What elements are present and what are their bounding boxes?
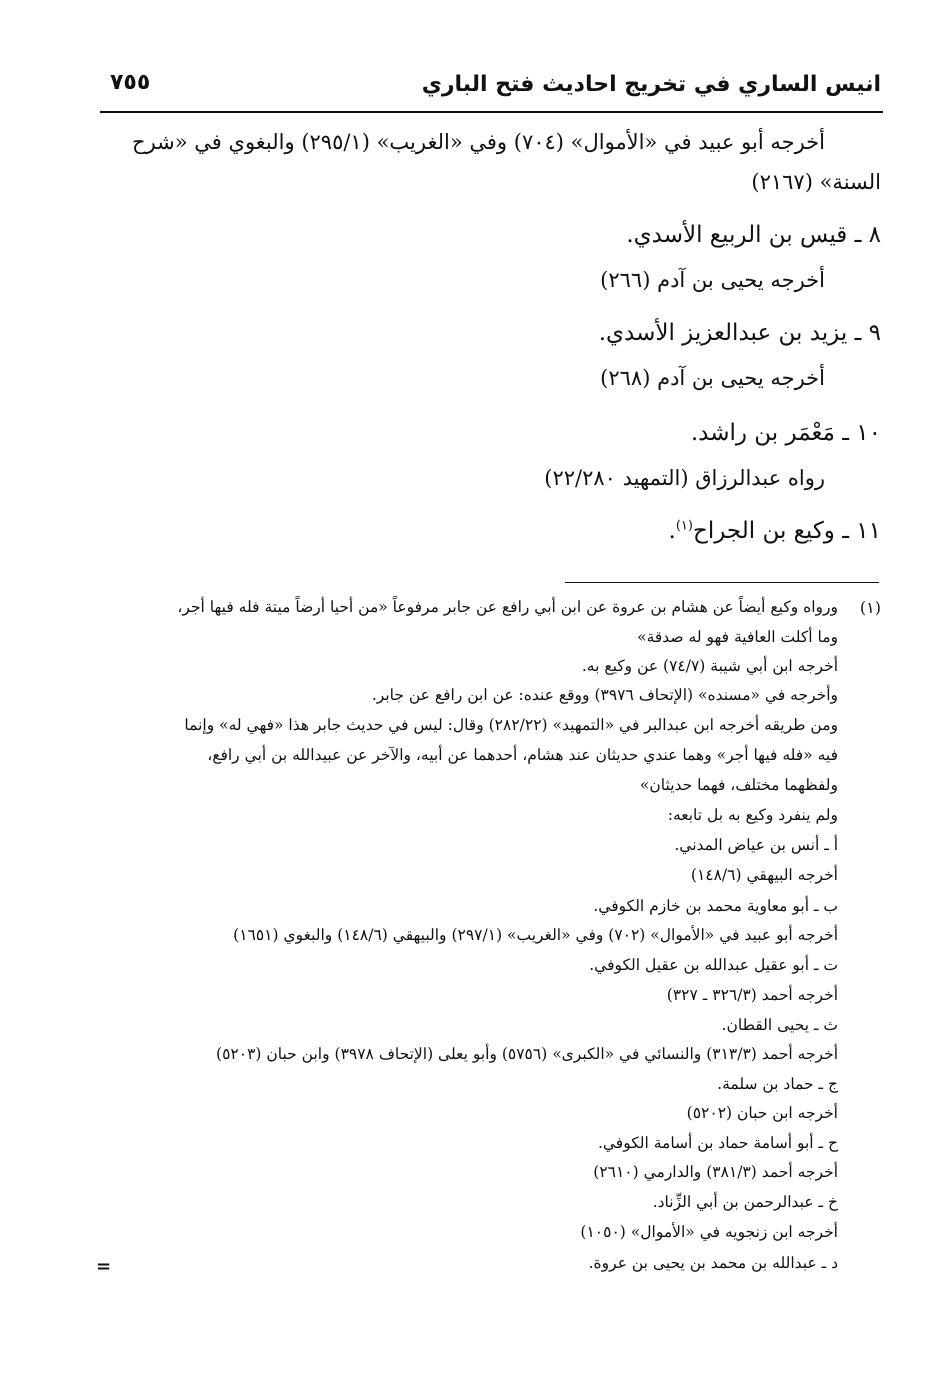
footnote-line: وما أكلت العافية فهو له صدقة» [637, 628, 838, 646]
entry-heading: ٩ ـ يزيد بن عبدالعزيز الأسدي. [598, 320, 881, 346]
footnote-line: أخرجه أبو عبيد في «الأموال» (٧٠٢) وفي «الغريب» (٢٩٧/١) والبيهقي (١٤٨/٦) والبغوي (١٦٥١) [233, 926, 838, 944]
entry-detail: أخرجه يحيى بن آدم (٢٦٦) [600, 268, 825, 292]
footnote-reference[interactable]: (١) [675, 518, 693, 534]
footnote-line: ورواه وكيع أيضاً عن هشام بن عروة عن ابن أبي رافع عن جابر مرفوعاً «من أحيا أرضاً ميتة فله فيها أجر، [177, 598, 838, 616]
footnote-line: أخرجه أحمد (٣٨١/٣) والدارمي (٢٦١٠) [593, 1163, 838, 1181]
entry-detail: أخرجه يحيى بن آدم (٢٦٨) [600, 366, 825, 390]
footnote-line: فيه «فله فيها أجر» وهما عندي حديثان عند هشام، أحدهما عن أبيه، والآخر عن عبيدالله بن أبي رافع، [207, 746, 838, 764]
footnote-line: ح ـ أبو أسامة حماد بن أسامة الكوفي. [597, 1134, 838, 1152]
continuation-mark: = [96, 1256, 112, 1277]
entry-detail: رواه عبدالرزاق (التمهيد ٢٢/٢٨٠) [544, 466, 825, 490]
footnote-line: أخرجه أحمد (٣١٣/٣) والنسائي في «الكبرى» (٥٧٥٦) وأبو يعلى (الإتحاف ٣٩٧٨) وابن حبان (٥٢٠٣) [216, 1045, 838, 1063]
entry-heading-end: . [668, 518, 676, 544]
footnote-line: ث ـ يحيى القطان. [721, 1016, 838, 1034]
entry-heading-text: ١١ ـ وكيع بن الجراح [692, 518, 881, 544]
footnote-line: د ـ عبدالله بن محمد بن يحيى بن عروة. [588, 1254, 838, 1272]
entry-heading: ٨ ـ قيس بن الربيع الأسدي. [626, 222, 881, 248]
body-line: أخرجه أبو عبيد في «الأموال» (٧٠٤) وفي «الغريب» (٢٩٥/١) والبغوي في «شرح [132, 130, 825, 154]
footnote-line: أخرجه أحمد (٣٢٦/٣ ـ ٣٢٧) [666, 986, 838, 1004]
footnote-line: أخرجه ابن أبي شيبة (٧٤/٧) عن وكيع به. [581, 657, 838, 675]
header-rule [100, 111, 883, 113]
entry-heading: ١٠ ـ مَعْمَر بن راشد. [690, 420, 881, 446]
footnote-line: ج ـ حماد بن سلمة. [717, 1075, 838, 1093]
footnote-line: أخرجه ابن زنجويه في «الأموال» (١٠٥٠) [580, 1223, 838, 1241]
running-title: انيس الساري في تخريج احاديث فتح الباري [421, 72, 881, 97]
footnote-line: ب ـ أبو معاوية محمد بن خازم الكوفي. [593, 897, 838, 915]
entry-heading-with-note [669, 518, 881, 544]
footnote-rule [565, 582, 879, 583]
footnote-line: وأخرجه في «مسنده» (الإتحاف ٣٩٧٦) ووقع عنده: عن ابن رافع عن جابر. [371, 686, 838, 704]
footnote-line: أخرجه ابن حبان (٥٢٠٢) [686, 1104, 838, 1122]
footnote-line: أخرجه البيهقي (١٤٨/٦) [690, 866, 838, 884]
footnote-line: ت ـ أبو عقيل عبدالله بن عقيل الكوفي. [589, 956, 838, 974]
body-line: السنة» (٢١٦٧) [751, 170, 881, 194]
page-number: ٧٥٥ [110, 70, 151, 95]
footnote-line: خ ـ عبدالرحمن بن أبي الزِّناد. [652, 1193, 838, 1211]
footnote-line: ولم ينفرد وكيع به بل تابعه: [667, 806, 838, 824]
footnote-line: أ ـ أنس بن عياض المدني. [674, 836, 838, 854]
footnote-line: ولفظهما مختلف، فهما حديثان» [639, 776, 838, 794]
footnote-line: ومن طريقه أخرجه ابن عبدالبر في «التمهيد» (٢٨٢/٢٢) وقال: ليس في حديث جابر هذا «فهي له» وإنما [184, 716, 838, 734]
footnote-number: (١) [859, 598, 881, 617]
